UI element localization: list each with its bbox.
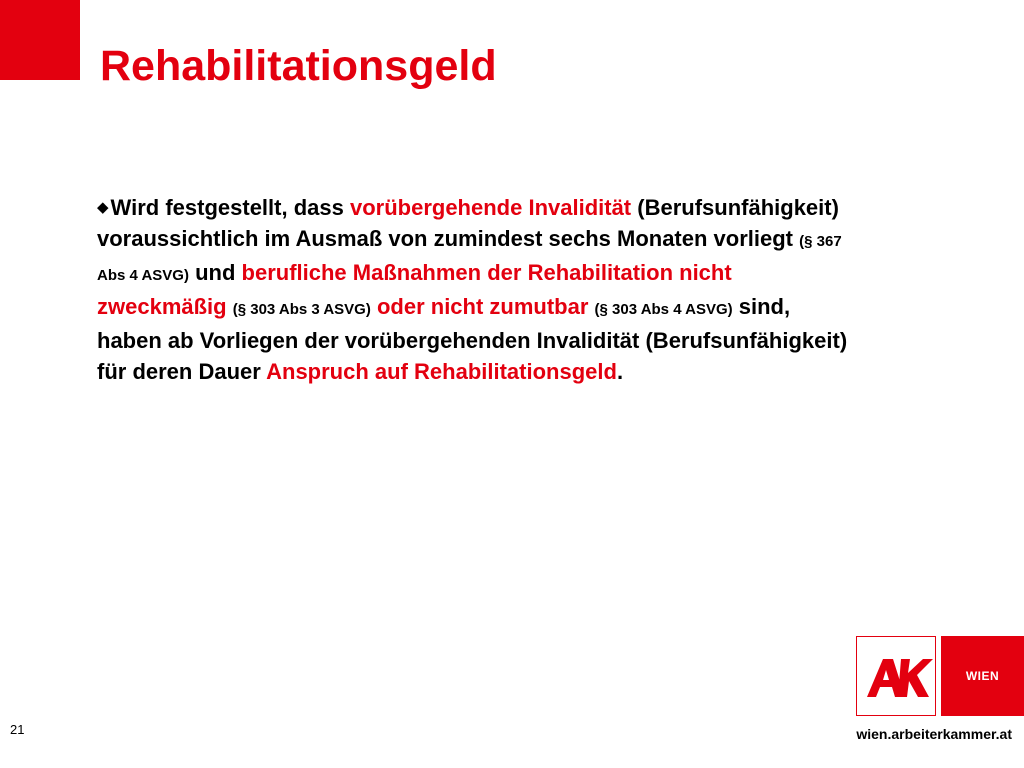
bullet-paragraph <box>97 192 857 387</box>
highlight-segment: Anspruch auf Rehabilitationsgeld <box>266 359 617 384</box>
highlight-segment: berufliche Maßnahmen der Rehabilitation nicht zweckmäßig <box>97 260 732 319</box>
highlight-segment: oder nicht zumutbar <box>376 294 589 319</box>
ak-logo-box <box>856 636 936 716</box>
highlight-segment: vorübergehende Invalidität <box>349 195 632 220</box>
diamond-bullet-icon: ◆ <box>97 199 109 216</box>
text-segment: (Berufsunfähigkeit) voraussichtlich im Ausmaß von zumindest sechs Monaten vorliegt <box>97 195 839 251</box>
text-segment: . <box>616 359 624 384</box>
legal-reference: (§ 367 Abs 4 ASVG) <box>97 233 842 284</box>
corner-accent-square <box>0 0 80 80</box>
slide-title: Rehabilitationsgeld <box>100 42 497 90</box>
text-segment: sind, haben ab Vorliegen der vorübergehenden Invalidität (Berufsunfähigkeit) für deren Dauer <box>97 294 848 384</box>
legal-reference: (§ 303 Abs 3 ASVG) <box>232 301 371 318</box>
ak-wien-logo <box>856 636 1024 718</box>
ak-logo-icon <box>857 637 937 717</box>
website-url[interactable]: wien.arbeiterkammer.at <box>856 726 1012 742</box>
text-segment: Wird festgestellt, dass <box>110 195 350 220</box>
wien-label: WIEN <box>941 636 1024 716</box>
page-number: 21 <box>10 722 25 737</box>
text-segment: und <box>188 260 242 285</box>
legal-reference: (§ 303 Abs 4 ASVG) <box>594 301 733 318</box>
